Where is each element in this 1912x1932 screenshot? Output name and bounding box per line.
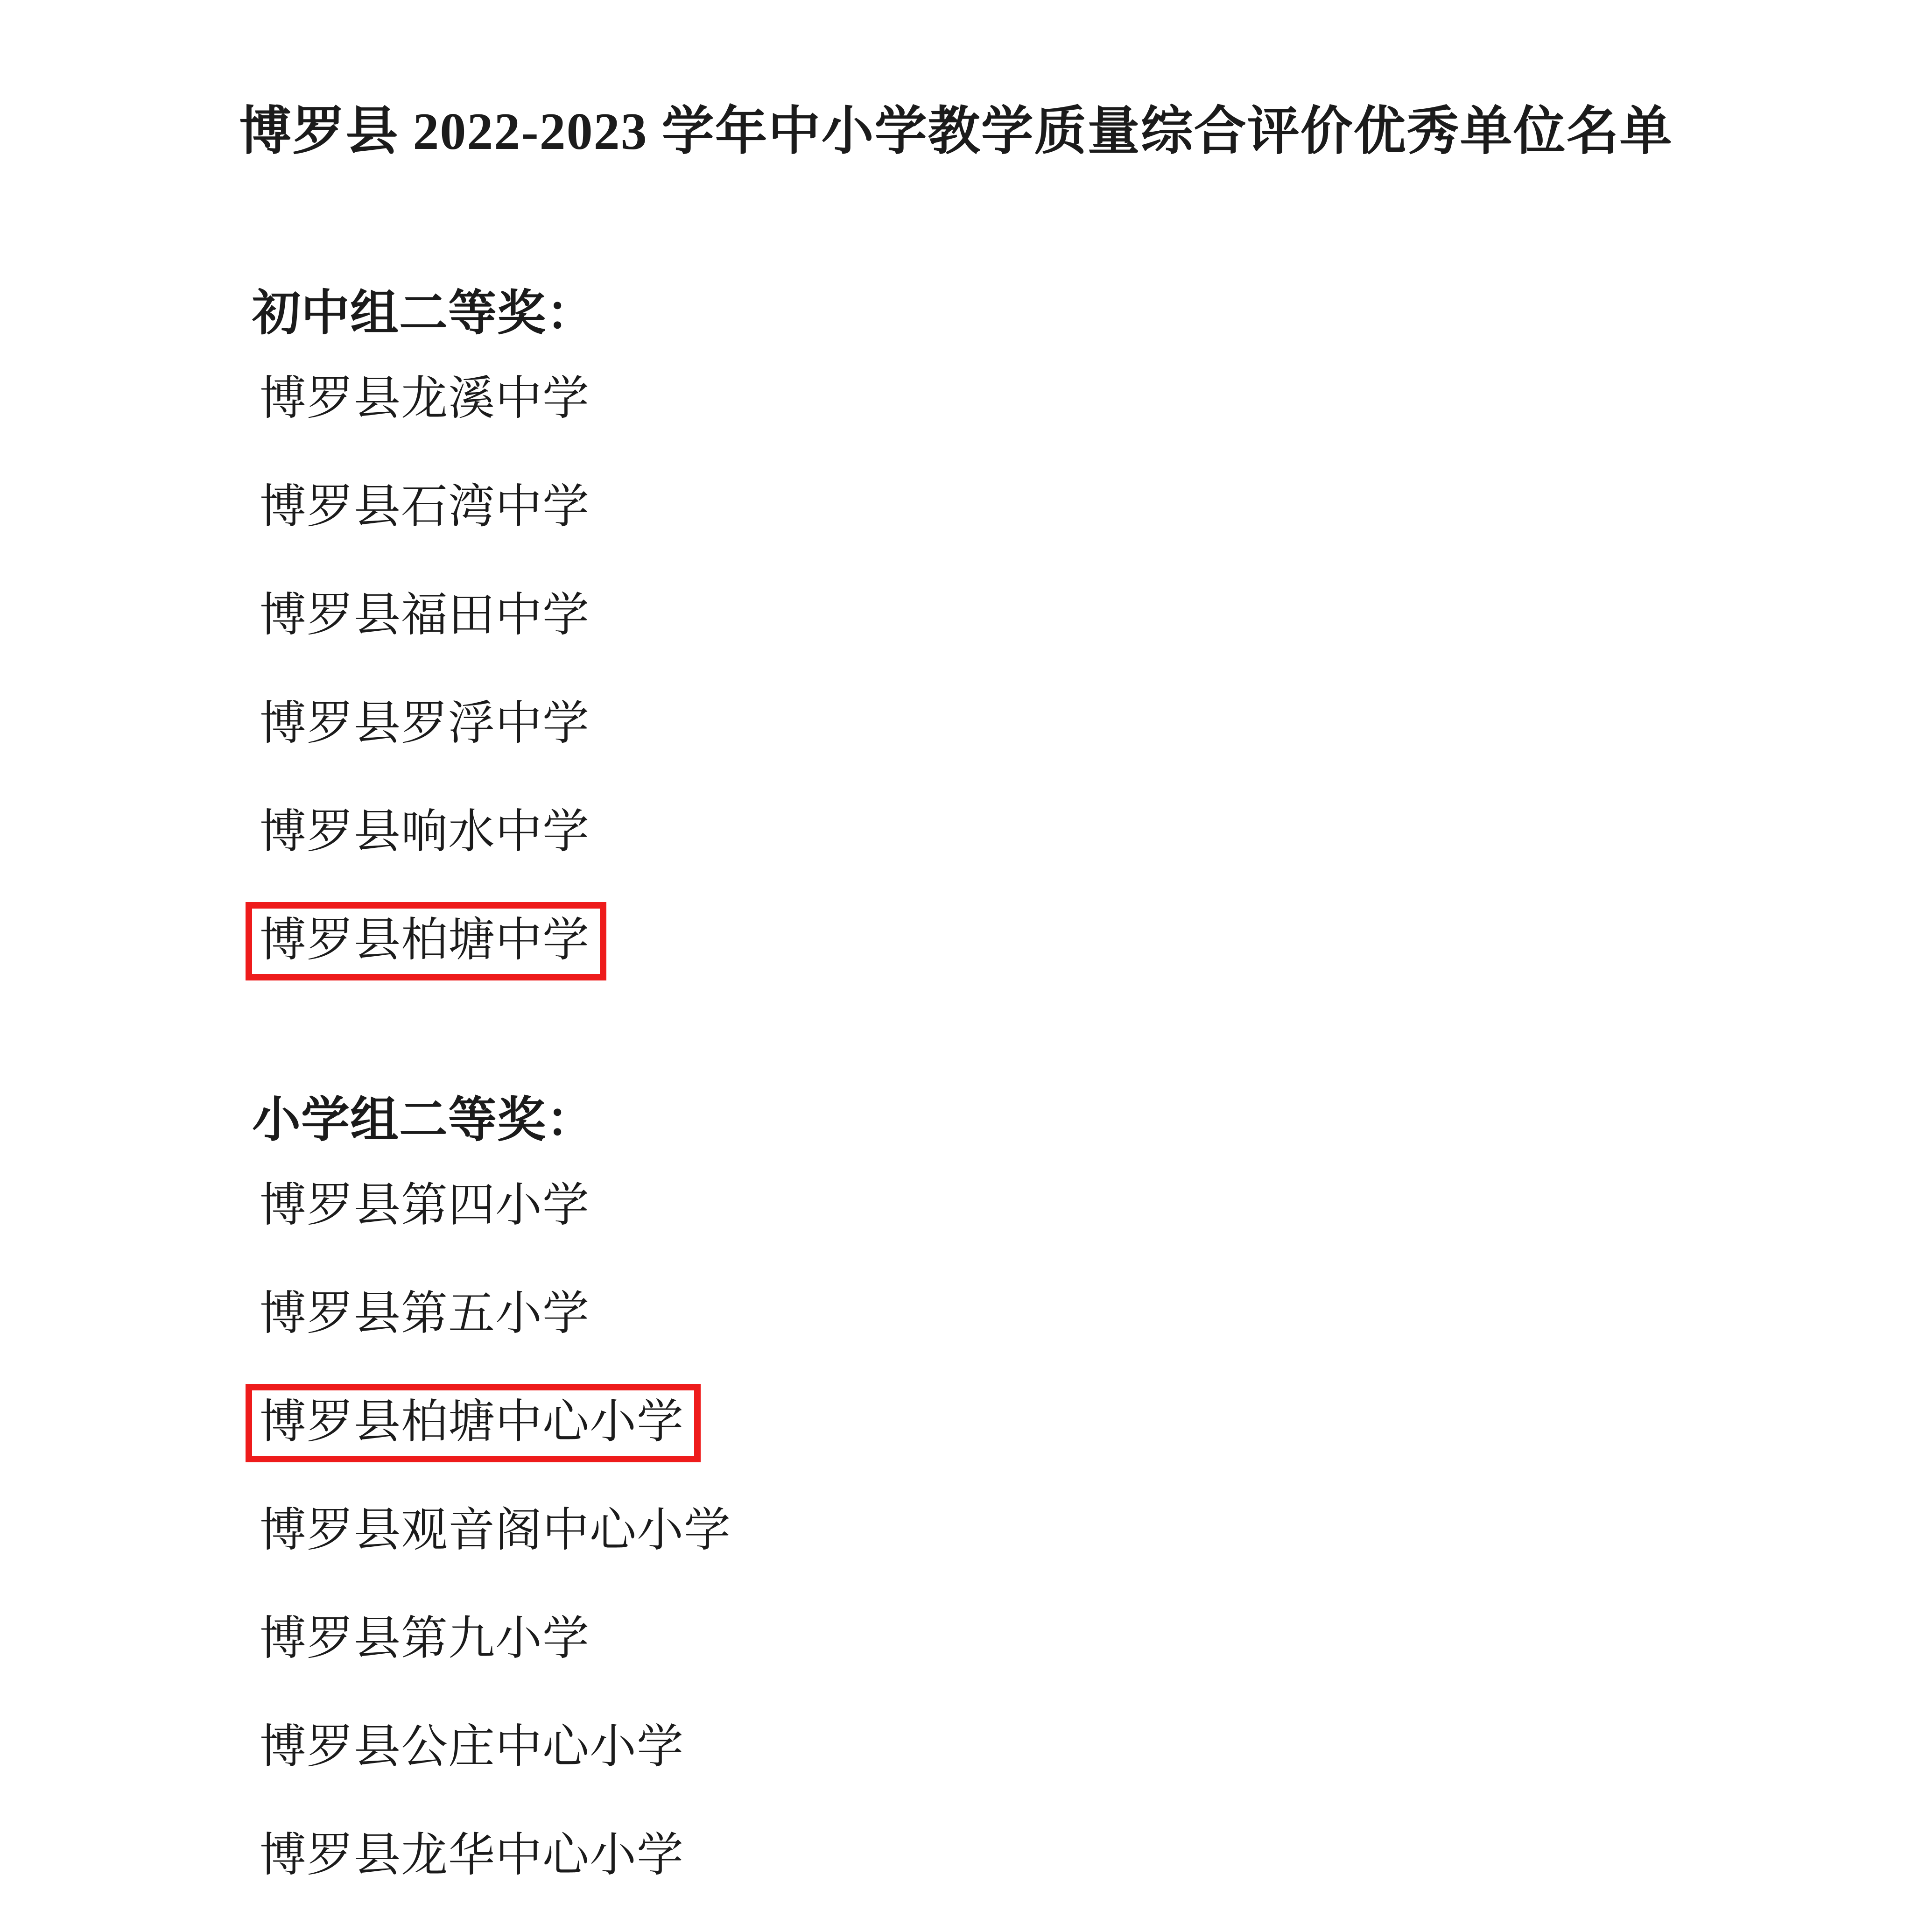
school-name: 博罗县第四小学 — [260, 1179, 590, 1231]
school-name: 博罗县第九小学 — [260, 1613, 590, 1664]
school-name: 博罗县罗浮中学 — [260, 698, 590, 749]
list-item-highlighted — [252, 1390, 1746, 1456]
award-list — [252, 367, 1746, 974]
school-name: 博罗县龙溪中学 — [260, 373, 590, 424]
list-item — [252, 692, 1746, 757]
school-name: 博罗县第五小学 — [260, 1288, 590, 1340]
list-item — [252, 1174, 1746, 1239]
page-title: 博罗县 2022-2023 学年中小学教学质量综合评价优秀单位名单 — [239, 103, 1673, 161]
school-name: 博罗县响水中学 — [260, 806, 590, 858]
section-heading: 小学组二等奖： — [252, 1093, 596, 1147]
document-content — [252, 289, 1746, 1932]
school-name: 博罗县柏塘中心小学 — [252, 1390, 694, 1456]
list-item — [252, 800, 1746, 866]
school-name: 博罗县观音阁中心小学 — [260, 1504, 731, 1556]
list-item — [252, 367, 1746, 432]
list-item — [252, 584, 1746, 649]
school-name: 博罗县龙华中心小学 — [260, 1829, 684, 1881]
list-item — [252, 1824, 1746, 1889]
section-spacer — [252, 1017, 1746, 1096]
school-name: 博罗县石湾中学 — [260, 481, 590, 533]
school-name: 博罗县柏塘中学 — [252, 909, 600, 974]
list-item — [252, 1499, 1746, 1564]
section-primary-school — [252, 1093, 1746, 1889]
list-item — [252, 1715, 1746, 1781]
list-item — [252, 1282, 1746, 1347]
section-junior-high — [252, 289, 1746, 974]
list-item — [252, 1607, 1746, 1672]
award-list — [252, 1174, 1746, 1889]
list-item-highlighted — [252, 909, 1746, 974]
school-name: 博罗县公庄中心小学 — [260, 1721, 684, 1773]
school-name: 博罗县福田中学 — [260, 589, 590, 641]
list-item — [252, 475, 1746, 541]
section-heading: 初中组二等奖： — [252, 287, 596, 340]
